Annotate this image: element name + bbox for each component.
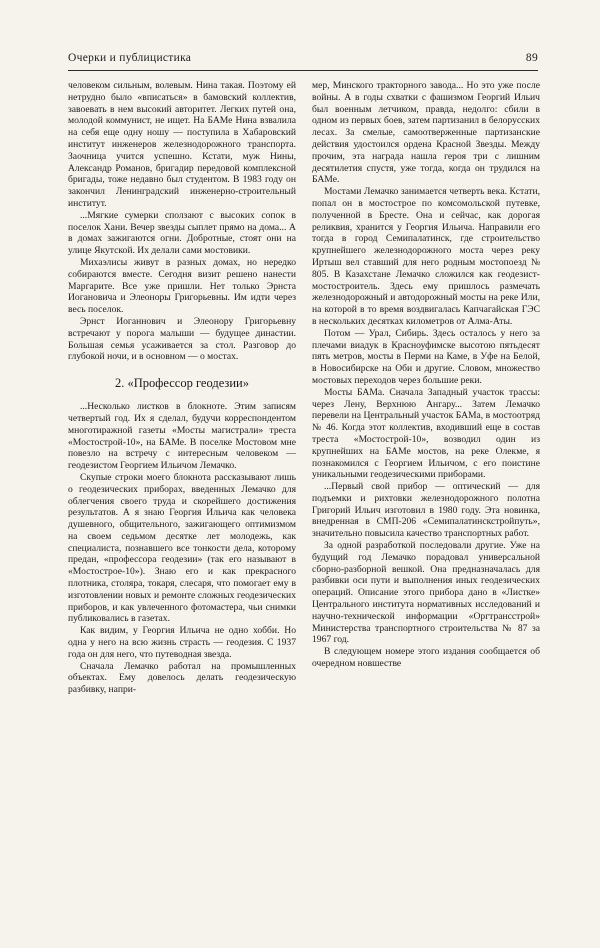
header-rule (68, 70, 538, 71)
paragraph: ...Мягкие сумерки сползают с высоких сопок в поселок Хани. Вечер звезды сыплет прямо на дома... А в домах зажигаются огни. Добротные, стоят они на улице Якутской. Их делали сами мостовики. (68, 209, 296, 257)
paragraph: Мосты БАМа. Сначала Западный участок трассы: через Лену, Верхнюю Ангару... Затем Лемачко перевели на Центральный участок БАМа, в мостоотряд № 46. Когда этот коллектив, входивший еще в состав треста «Мостострой-10», возводил один из крупнейших на БАМе мостов, на реке Олекме, я познакомился с Георгием Ильичом, с его поистине уникальными геодезическими приборами. (312, 386, 540, 481)
paragraph: Сначала Лемачко работал на промышленных объектах. Ему довелось делать геодезическую разбивку, напри- (68, 660, 296, 696)
paragraph: Мостами Лемачко занимается четверть века. Кстати, попал он в мостострое по комсомольской путевке, полученной в Бресте. Она и сейчас, как дорогая реликвия, хранится у Георгия Ильича. Направили его тогда в город Семипалатинск, где строительство крупнейшего железнодорожного моста через реку Иртыш вел ставший для него родным мостопоезд № 805. В Казахстане Лемачко сложился как геодезист-мостостроитель. Здесь ему пришлось размечать железнодорожный и автодорожный мосты на реке Или, на которой в то время воздвигалась Капчагайская ГЭС в нескольких десятках километров от Алма-Аты. (312, 186, 540, 327)
paragraph: Как видим, у Георгия Ильича не одно хобби. Но одна у него на всю жизнь страсть — геодезия. С 1937 года он для него, что путеводная звезда. (68, 625, 296, 660)
paragraph: Скупые строки моего блокнота рассказывают лишь о геодезических приборах, введенных Лемачко для облегчения своего труда и скорейшего достижения результатов. А я знаю Георгия Ильича как человека душевного, общительного, зажигающего оптимизмом на своем седьмом десятке лет молодежь, как специалиста, познавшего все тонкости дела, которому предан, «профессора геодезии» (так его называют в «Мостострое-10»). Знаю его и как прекрасного плотника, столяра, токаря, слесаря, что помогает ему в изготовлении новых и ремонте сложных геодезических приборов, и как увлеченного фотомастера, чьи снимки публиковались в газетах. (68, 471, 296, 625)
paragraph: Эрнст Иоганнович и Элеонору Григорьевну встречают у порога малыши — будущее династии. Большая семья усаживается за стол. Разговор до глубокой ночи, и в основном — о мостах. (68, 315, 296, 363)
chapter-subheading: 2. «Профессор геодезии» (115, 376, 249, 391)
section-title: Очерки и публицистика (68, 52, 192, 64)
paragraph: В следующем номере этого издания сообщается об очередном новшестве (312, 646, 540, 670)
paragraph: ...Несколько листков в блокноте. Этим записям четвертый год. Их я сделал, будучи корреспондентом многотиражной газеты «Мосты магистрали» треста «Мостострой-10», на БАМе. В поселке Мостовом мне повезло на встречу с интересным человеком — геодезистом Георгием Ильичом Лемачко. (68, 401, 296, 472)
right-column (312, 80, 540, 670)
page-number: 89 (525, 52, 538, 64)
paragraph: За одной разработкой последовали другие. Уже на будущий год Лемачко порадовал универсальной сборно-разборной вешкой. Она предназначалась для разбивки оси пути и выполнения иных геодезических операций. Описание этого прибора дано в «Листке» Центрального института нормативных исследований и научно-технической информации «Оргтрансстрой» Министерства транспортного строительства № 87 за 1967 год. (312, 540, 540, 646)
paragraph: Потом — Урал, Сибирь. Здесь осталось у него за плечами виадук в Красноуфимске высотою пятьдесят пять метров, мосты в Перми на Каме, в Уфе на Белой, в Новосибирске на Оби и другие. Словом, множество мостовых переходов через большие реки. (312, 327, 540, 386)
paragraph: мер, Минского тракторного завода... Но это уже после войны. А в годы схватки с фашизмом Георгий Ильич был военным летчиком, правда, недолго: сбили в одном из первых боев, затем партизанил в белорусских лесах. За смелые, самоотверженные партизанские действия удостоился ордена Красной Звезды. Между прочим, эта награда нашла героя три с лишним десятилетия спустя, уже тогда, когда он трудился на БАМе. (312, 80, 540, 186)
left-column (68, 80, 296, 696)
paragraph: ...Первый свой прибор — оптический — для подъемки и рихтовки железнодорожного полотна Григорий Ильич изготовил в 1980 году. Эта новинка, внедренная в СМП-206 «Семипалатинскстройпуть», значительно повысила качество транспортных работ. (312, 481, 540, 540)
paragraph: Михаэлисы живут в разных домах, но нередко собираются вместе. Сегодня визит решено нанести Маргарите. Все уже пришли. Нет только Эрнста Иогановича и Элеоноры Григорьевны. Им идти через весь поселок. (68, 256, 296, 316)
paragraph: человеком сильным, волевым. Нина такая. Поэтому ей нетрудно было «вписаться» в бамовский коллектив, завоевать в нем высокий авторитет. Легких путей она, молодой коммунист, не ищет. На БАМе Нина взвалила на себя еще одну ношу — поступила в Хабаровский институт инженеров железнодорожного транспорта. Заочница учится успешно. Кстати, муж Нины, Александр Романов, бригадир передовой комплексной бригады, тоже недавно был студентом. В 1983 году он закончил Ленинградский инженерно-строительный институт. (68, 80, 296, 209)
page-header (68, 52, 538, 68)
